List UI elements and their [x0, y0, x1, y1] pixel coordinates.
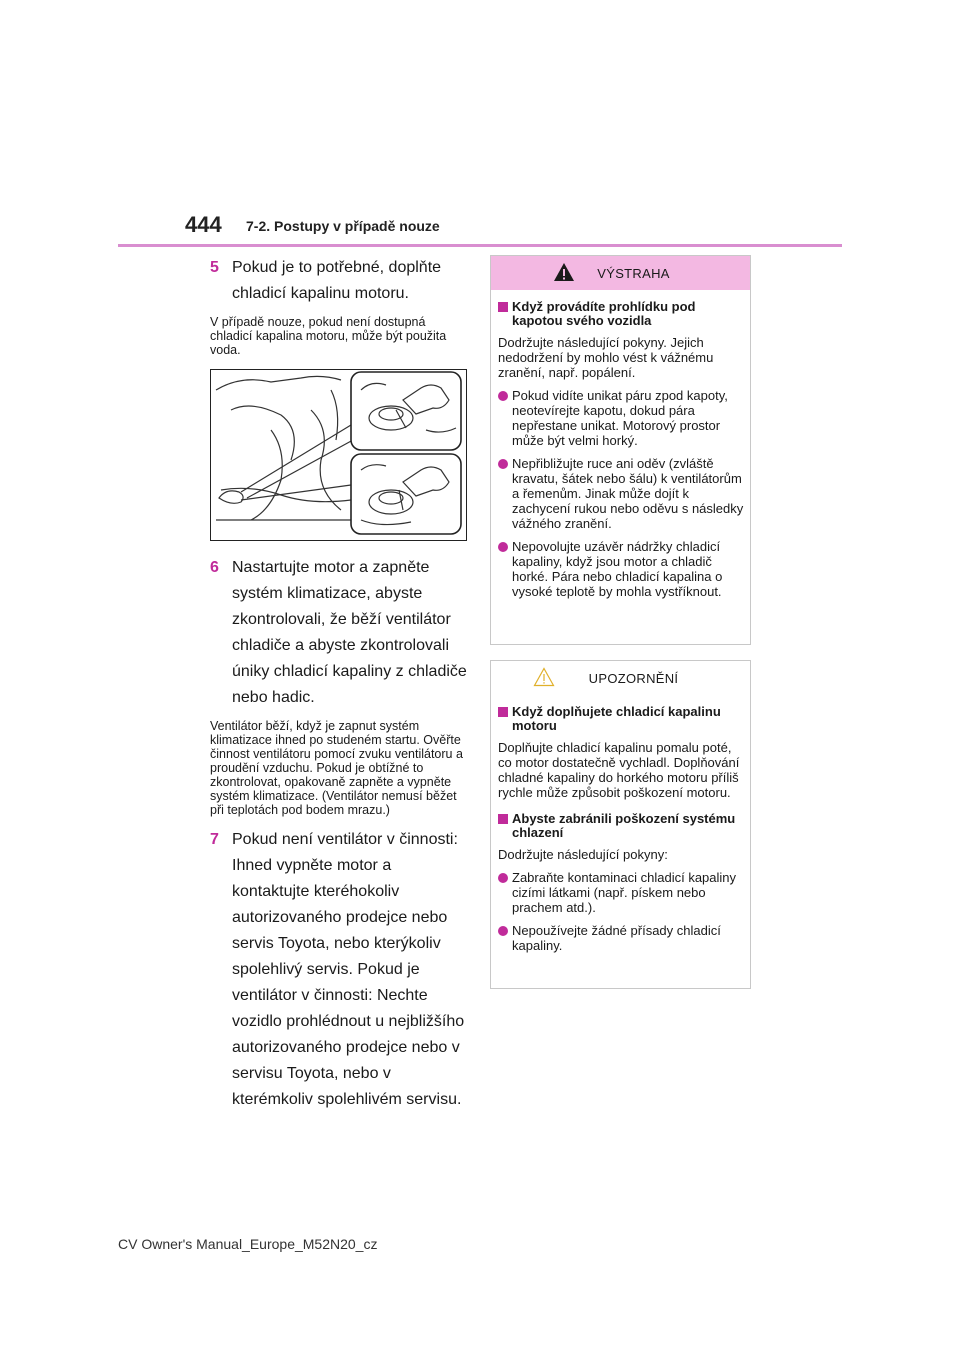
- caution-bullet: [498, 870, 744, 915]
- step-5: [210, 255, 470, 307]
- warning-heading: [498, 300, 744, 328]
- main-column: [210, 255, 470, 1113]
- warning-box: [490, 255, 751, 645]
- caution-heading-1: [498, 705, 744, 733]
- caution-para-1: Doplňujte chladicí kapalinu pomalu poté, co motor dostatečně vychladl. Doplňování chladné kapaliny do horkého motoru příliš rychle může způsobit poškození motoru.: [498, 740, 740, 800]
- caution-header: [491, 661, 750, 695]
- step-number: 7: [210, 831, 219, 848]
- warning-intro: Dodržujte následující pokyny. Jejich nedodržení by mohlo vést k vážnému zranění, např. popálení.: [498, 335, 714, 380]
- warning-bullet: [498, 539, 744, 599]
- step-6-note: Ventilátor běží, když je zapnut systém klimatizace ihned po studeném startu. Ověřte činnost ventilátoru pomocí zvuku ventilátoru a proudění vzduchu. Pokud je obtížné to zkontrolovat, opakovaně zapněte a vypněte systém klimatizace. (Ventilátor nemusí běžet při teplotách pod bodem mrazu.): [210, 719, 463, 817]
- header-rule: [118, 244, 842, 247]
- bullet-text: Nepoužívejte žádné přísady chladicí kapaliny.: [512, 923, 721, 953]
- page-number: 444: [185, 212, 222, 237]
- step-text: Pokud je to potřebné, doplňte chladicí kapalinu motoru.: [232, 259, 442, 302]
- step-5-note: V případě nouze, pokud není dostupná chladicí kapalina motoru, může být použita voda.: [210, 315, 447, 357]
- caution-para-2: Dodržujte následující pokyny:: [498, 847, 668, 862]
- bullet-text: Zabraňte kontaminaci chladicí kapaliny cizími látkami (např. pískem nebo prachem atd.).: [512, 870, 737, 915]
- step-number: 5: [210, 259, 219, 276]
- square-bullet-icon: [498, 707, 508, 717]
- bullet-dot-icon: [498, 391, 508, 401]
- bullet-dot-icon: [498, 459, 508, 469]
- bullet-text: Pokud vidíte unikat páru zpod kapoty, neotevírejte kapotu, dokud pára nepřestane unikat. Motorový prostor může být velmi horký.: [512, 388, 728, 448]
- warning-bullet: [498, 456, 744, 531]
- warning-bullet: [498, 388, 744, 448]
- step-text: Pokud není ventilátor v činnosti: Ihned vypněte motor a kontaktujte kteréhokoliv autorizovaného prodejce nebo servis Toyota, nebo kterýkoliv spolehlivý servis. Pokud je ventilátor v činnosti: Nechte vozidlo prohlédnout u nejbližšího autorizovaného prodejce nebo v servisu Toyota, nebo v kterémkoliv spolehlivém servisu.: [232, 831, 465, 1108]
- warning-title: VÝSTRAHA: [597, 266, 670, 281]
- engine-bay-drawing: [211, 370, 466, 540]
- warning-heading-text: Když provádíte prohlídku pod kapotou svého vozidla: [512, 299, 696, 328]
- caution-heading-text: Když doplňujete chladicí kapalinu motoru: [512, 704, 721, 733]
- bullet-text: Nepovolujte uzávěr nádržky chladicí kapaliny, když jsou motor a chladič horké. Pára nebo chladicí kapalina o vysoké teplotě by mohla vystříknout.: [512, 539, 723, 599]
- caution-box: [490, 660, 751, 989]
- bullet-text: Nepřibližujte ruce ani oděv (zvláště kravatu, šátek nebo šálu) k ventilátorům a řemenům. Jinak může dojít k zachycení rukou nebo oděvu s následky vážného zranění.: [512, 456, 744, 531]
- caution-title: UPOZORNĚNÍ: [588, 671, 679, 686]
- bullet-dot-icon: [498, 926, 508, 936]
- square-bullet-icon: [498, 814, 508, 824]
- bullet-dot-icon: [498, 542, 508, 552]
- coolant-refill-illustration: [210, 369, 467, 541]
- step-text: Nastartujte motor a zapněte systém klimatizace, abyste zkontrolovali, že běží ventilátor chladiče a abyste zkontrolovali úniky chladicí kapaliny z chladiče nebo hadic.: [232, 559, 467, 706]
- caution-bullet: [498, 923, 744, 953]
- step-7: [210, 827, 470, 1113]
- warning-header: [491, 256, 750, 290]
- caution-heading-2: [498, 812, 744, 840]
- section-title: 7-2. Postupy v případě nouze: [246, 218, 440, 234]
- footer-manual-id: CV Owner's Manual_Europe_M52N20_cz: [118, 1236, 378, 1252]
- square-bullet-icon: [498, 302, 508, 312]
- step-6: [210, 555, 470, 711]
- caution-heading-text: Abyste zabránili poškození systému chlazení: [512, 811, 736, 840]
- detail-inset-top: [351, 372, 461, 450]
- step-number: 6: [210, 559, 219, 576]
- bullet-dot-icon: [498, 873, 508, 883]
